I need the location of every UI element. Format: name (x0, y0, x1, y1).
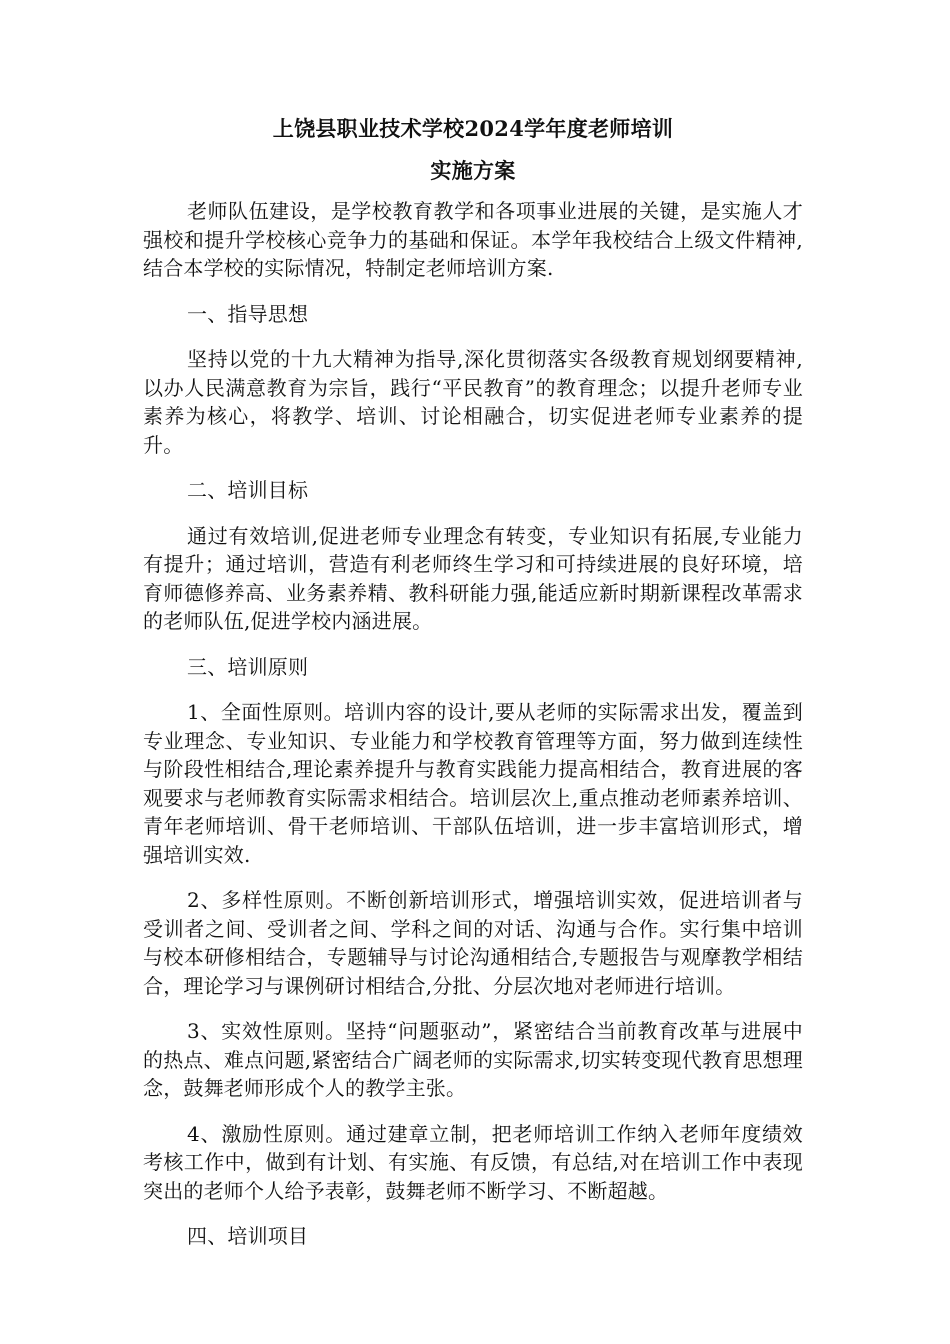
principle-effectiveness: 3、实效性原则。坚持“问题驱动”，紧密结合当前教育改革与进展中的热点、难点问题,紧密结合广阔老师的实际需求,切实转变现代教育思想理念，鼓舞老师形成个人的教学主张。 (143, 1019, 803, 1100)
intro-paragraph: 老师队伍建设，是学校教育教学和各项事业进展的关键，是实施人才强校和提升学校核心竞争力的基础和保证。本学年我校结合上级文件精神,结合本学校的实际情况，特制定老师培训方案. (143, 199, 803, 280)
section-heading-training-goals: 二、培训目标 (187, 478, 309, 502)
document-body (143, 115, 803, 1268)
principle-incentive: 4、激励性原则。通过建章立制，把老师培训工作纳入老师年度绩效考核工作中，做到有计划、有实施、有反馈，有总结,对在培训工作中表现突出的老师个人给予表彰，鼓舞老师不断学习、不断超越。 (143, 1121, 803, 1203)
document-title: 上饶县职业技术学校2024学年度老师培训 (272, 116, 674, 141)
section-heading-training-projects: 四、培训项目 (187, 1224, 309, 1248)
principle-comprehensiveness: 1、全面性原则。培训内容的设计,要从老师的实际需求出发，覆盖到专业理念、专业知识、专业能力和学校教育管理等方面，努力做到连续性与阶段性相结合,理论素养提升与教育实践能力提高相结合，教育进展的客观要求与老师教育实际需求相结合。培训层次上,重点推动老师素养培训、青年老师培训、骨干老师培训、干部队伍培训，进一步丰富培训形式，增强培训实效. (143, 700, 803, 867)
section-heading-guiding-ideology: 一、指导思想 (187, 301, 309, 326)
section-heading-training-principles: 三、培训原则 (187, 654, 309, 679)
principle-diversity: 2、多样性原则。不断创新培训形式，增强培训实效，促进培训者与受训者之间、受训者之间、学科之间的对话、沟通与合作。实行集中培训与校本研修相结合，专题辅导与讨论沟通相结合,专题报告与观摩教学相结合，理论学习与课例研讨相结合,分批、分层次地对老师进行培训。 (143, 888, 803, 998)
document-subtitle: 实施方案 (430, 158, 516, 183)
training-goals-paragraph: 通过有效培训,促进老师专业理念有转变，专业知识有拓展,专业能力有提升；通过培训，营造有利老师终生学习和可持续进展的良好环境，培育师德修养高、业务素养精、教科研能力强,能适应新时期新课程改革需求的老师队伍,促进学校内涵进展。 (143, 523, 803, 633)
guiding-ideology-paragraph: 坚持以党的十九大精神为指导,深化贯彻落实各级教育规划纲要精神,以办人民满意教育为宗旨，践行“平民教育”的教育理念；以提升老师专业素养为核心，将教学、培训、讨论相融合，切实促进老师专业素养的提升。 (143, 347, 803, 457)
